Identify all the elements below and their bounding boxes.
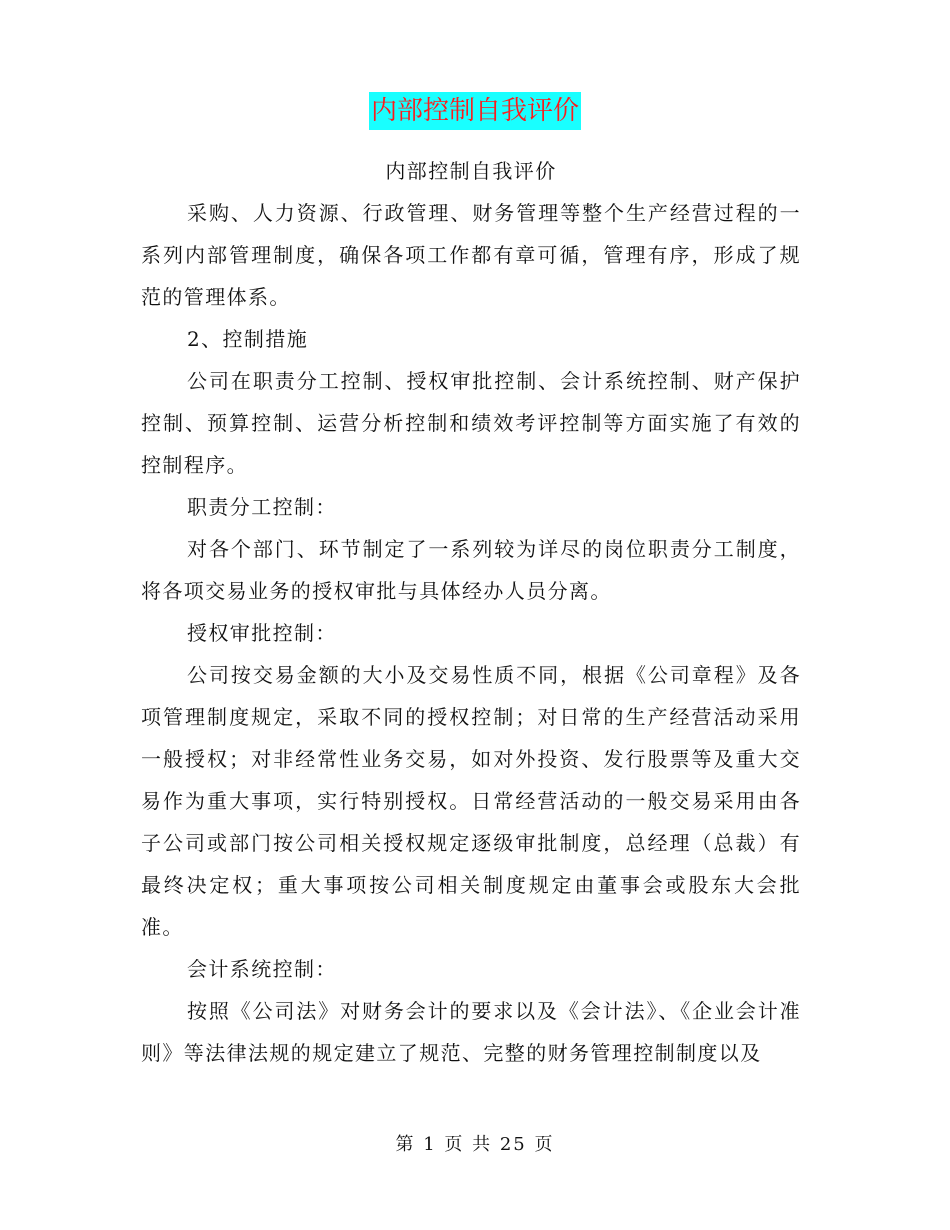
- document-subtitle: 内部控制自我评价: [385, 159, 557, 183]
- paragraph: 按照《公司法》对财务会计的要求以及《会计法》、《企业会计准则》等法律法规的规定建立了规范、完整的财务管理控制制度以及: [141, 999, 801, 1065]
- paragraph: 对各个部门、环节制定了一系列较为详尽的岗位职责分工制度，将各项交易业务的授权审批与具体经办人员分离。: [141, 537, 801, 603]
- section-heading: 授权审批控制：: [187, 621, 337, 645]
- section-heading: 2、控制措施: [187, 327, 309, 351]
- paragraph: 公司在职责分工控制、授权审批控制、会计系统控制、财产保护控制、预算控制、运营分析控制和绩效考评控制等方面实施了有效的控制程序。: [141, 369, 801, 477]
- paragraph: 采购、人力资源、行政管理、财务管理等整个生产经营过程的一系列内部管理制度，确保各项工作都有章可循，管理有序，形成了规范的管理体系。: [141, 201, 801, 309]
- title-block: [0, 92, 950, 130]
- section-heading: 会计系统控制：: [187, 957, 337, 981]
- page-footer: 第 1 页 共 25 页: [395, 1134, 555, 1155]
- document-title: 内部控制自我评价: [369, 92, 581, 130]
- section-heading: 职责分工控制：: [187, 495, 337, 519]
- document-body: [141, 150, 801, 1074]
- paragraph: 公司按交易金额的大小及交易性质不同，根据《公司章程》及各项管理制度规定，采取不同的授权控制；对日常的生产经营活动采用一般授权；对非经常性业务交易，如对外投资、发行股票等及重大交易作为重大事项，实行特别授权。日常经营活动的一般交易采用由各子公司或部门按公司相关授权规定逐级审批制度，总经理（总裁）有最终决定权；重大事项按公司相关制度规定由董事会或股东大会批准。: [141, 663, 801, 939]
